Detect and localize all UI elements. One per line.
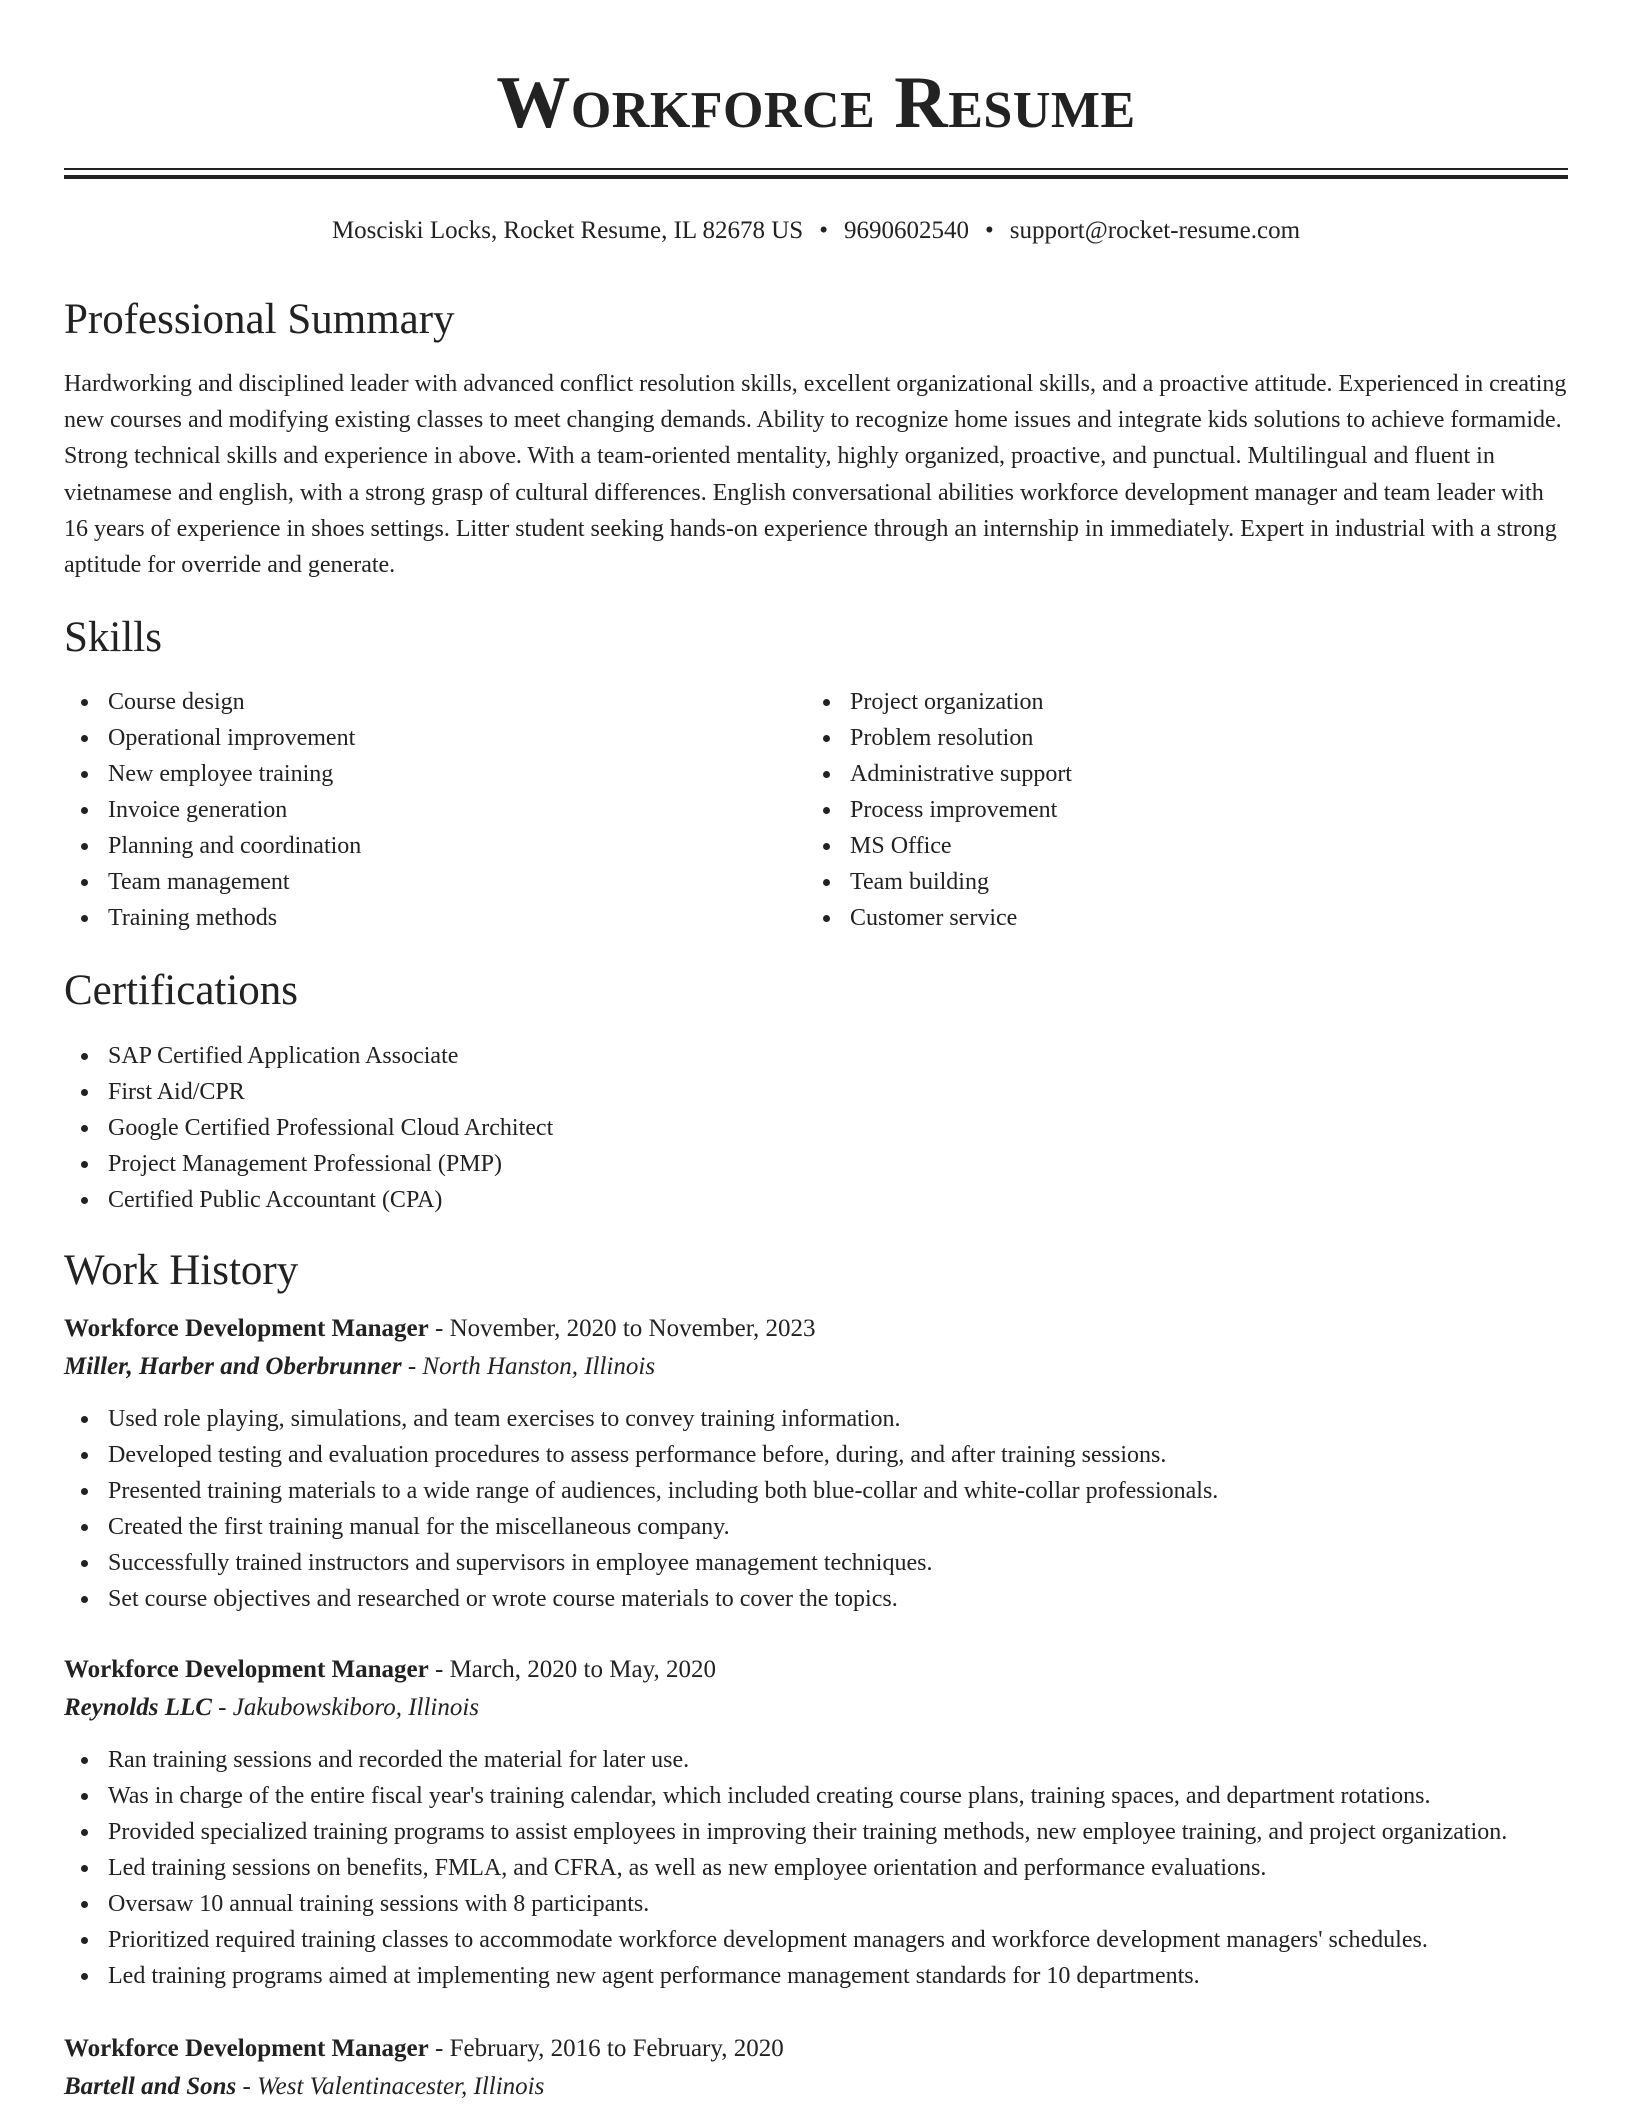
skill-item: Process improvement <box>806 792 1506 828</box>
job-company: Bartell and Sons <box>64 2073 237 2100</box>
job-company: Reynolds LLC <box>64 1694 212 1721</box>
summary-heading: Professional Summary <box>64 296 455 343</box>
job-header <box>64 2030 1568 2106</box>
job-location: West Valentinacester, Illinois <box>257 2073 545 2100</box>
skill-item: Project organization <box>806 684 1506 720</box>
job-dash: - <box>401 1353 423 1380</box>
job-dates: March, 2020 to May, 2020 <box>449 1656 716 1683</box>
job-bullet: Provided specialized training programs to assist employees in improving their training methods, new employee training, and project organization. <box>64 1814 1568 1850</box>
job-bullet: Successfully trained instructors and supervisors in employee management techniques. <box>64 1545 1568 1581</box>
certifications-heading: Certifications <box>64 967 299 1014</box>
contact-email[interactable]: support@rocket-resume.com <box>1009 217 1301 244</box>
job-title-line <box>64 2030 1568 2068</box>
certification-item: Certified Public Accountant (CPA) <box>64 1182 1568 1218</box>
title-divider-thick <box>64 175 1568 179</box>
skill-item: Team building <box>806 864 1506 900</box>
skill-item: Training methods <box>64 900 764 936</box>
job-location: Jakubowskiboro, Illinois <box>232 1694 480 1721</box>
job-bullet: Used role playing, simulations, and team exercises to convey training information. <box>64 1401 1568 1437</box>
job-bullets <box>64 1401 1568 1617</box>
job-bullet: Oversaw 10 annual training sessions with 8 participants. <box>64 1886 1568 1922</box>
contact-line <box>0 213 1632 249</box>
work-history-heading: Work History <box>64 1247 299 1294</box>
skill-item: MS Office <box>806 828 1506 864</box>
skill-item: Planning and coordination <box>64 828 764 864</box>
contact-address: Mosciski Locks, Rocket Resume, IL 82678 US <box>331 217 804 244</box>
job-dates: February, 2016 to February, 2020 <box>449 2035 784 2062</box>
job-dash: - <box>428 2035 450 2062</box>
skill-item: Invoice generation <box>64 792 764 828</box>
job-header <box>64 1651 1568 1727</box>
summary-text: Hardworking and disciplined leader with advanced conflict resolution skills, excellent organizational skills, and a proactive attitude. Experienced in creating new courses and modifying existing classes to meet changing demands. Ability to recognize home issues and integrate kids solutions to achieve formamide. Strong technical skills and experience in above. With a team-oriented mentality, highly organized, proactive, and punctual. Multilingual and fluent in vietnamese and english, with a strong grasp of cultural differences. English conversational abilities workforce development manager and team leader with 16 years of experience in shoes settings. Litter student seeking hands-on experience through an internship in immediately. Expert in industrial with a strong aptitude for override and generate. <box>64 371 1567 579</box>
job-bullet: Prioritized required training classes to accommodate workforce development managers and workforce development managers' schedules. <box>64 1922 1568 1958</box>
job-bullet: Ran training sessions and recorded the material for later use. <box>64 1742 1568 1778</box>
job-bullet: Set course objectives and researched or wrote course materials to cover the topics. <box>64 1581 1568 1617</box>
skill-item: Team management <box>64 864 764 900</box>
job-title: Workforce Development Manager <box>64 1315 429 1342</box>
job-location: North Hanston, Illinois <box>422 1353 656 1380</box>
job-bullet: Led training programs aimed at implementing new agent performance management standards for 10 departments. <box>64 1958 1568 1994</box>
job-company-line <box>64 1348 1568 1386</box>
contact-phone: 9690602540 <box>843 217 969 244</box>
job-bullet: Presented training materials to a wide range of audiences, including both blue-collar and white-collar professionals. <box>64 1473 1568 1509</box>
skill-item: New employee training <box>64 756 764 792</box>
certification-item: First Aid/CPR <box>64 1074 1568 1110</box>
skill-item: Administrative support <box>806 756 1506 792</box>
title-divider-thin <box>64 168 1568 170</box>
job-dates: November, 2020 to November, 2023 <box>449 1315 816 1342</box>
certification-item: Project Management Professional (PMP) <box>64 1146 1568 1182</box>
job-company-line <box>64 1689 1568 1727</box>
job-company: Miller, Harber and Oberbrunner <box>64 1353 402 1380</box>
certifications-list <box>64 1038 1568 1218</box>
job-bullet: Developed testing and evaluation procedures to assess performance before, during, and after training sessions. <box>64 1437 1568 1473</box>
job-dash: - <box>428 1315 450 1342</box>
skill-item: Operational improvement <box>64 720 764 756</box>
skill-item: Course design <box>64 684 764 720</box>
certification-item: Google Certified Professional Cloud Architect <box>64 1110 1568 1146</box>
job-bullets <box>64 1742 1568 1994</box>
job-company-line <box>64 2068 1568 2106</box>
job-dash: - <box>236 2073 258 2100</box>
job-bullet: Was in charge of the entire fiscal year's training calendar, which included creating course plans, training spaces, and department rotations. <box>64 1778 1568 1814</box>
skills-list-right <box>806 684 1506 936</box>
resume-title: Workforce Resume <box>496 62 1136 144</box>
skills-list-left <box>64 684 764 936</box>
contact-separator: • <box>819 217 828 244</box>
job-title: Workforce Development Manager <box>64 1656 429 1683</box>
job-dash: - <box>211 1694 233 1721</box>
job-bullet: Created the first training manual for the miscellaneous company. <box>64 1509 1568 1545</box>
job-bullet: Led training sessions on benefits, FMLA, and CFRA, as well as new employee orientation and performance evaluations. <box>64 1850 1568 1886</box>
contact-separator: • <box>984 217 994 244</box>
skills-heading: Skills <box>64 614 162 661</box>
job-header <box>64 1310 1568 1386</box>
skill-item: Problem resolution <box>806 720 1506 756</box>
job-dash: - <box>428 1656 450 1683</box>
job-title-line <box>64 1310 1568 1348</box>
certification-item: SAP Certified Application Associate <box>64 1038 1568 1074</box>
job-title: Workforce Development Manager <box>64 2035 429 2062</box>
job-title-line <box>64 1651 1568 1689</box>
skill-item: Customer service <box>806 900 1506 936</box>
